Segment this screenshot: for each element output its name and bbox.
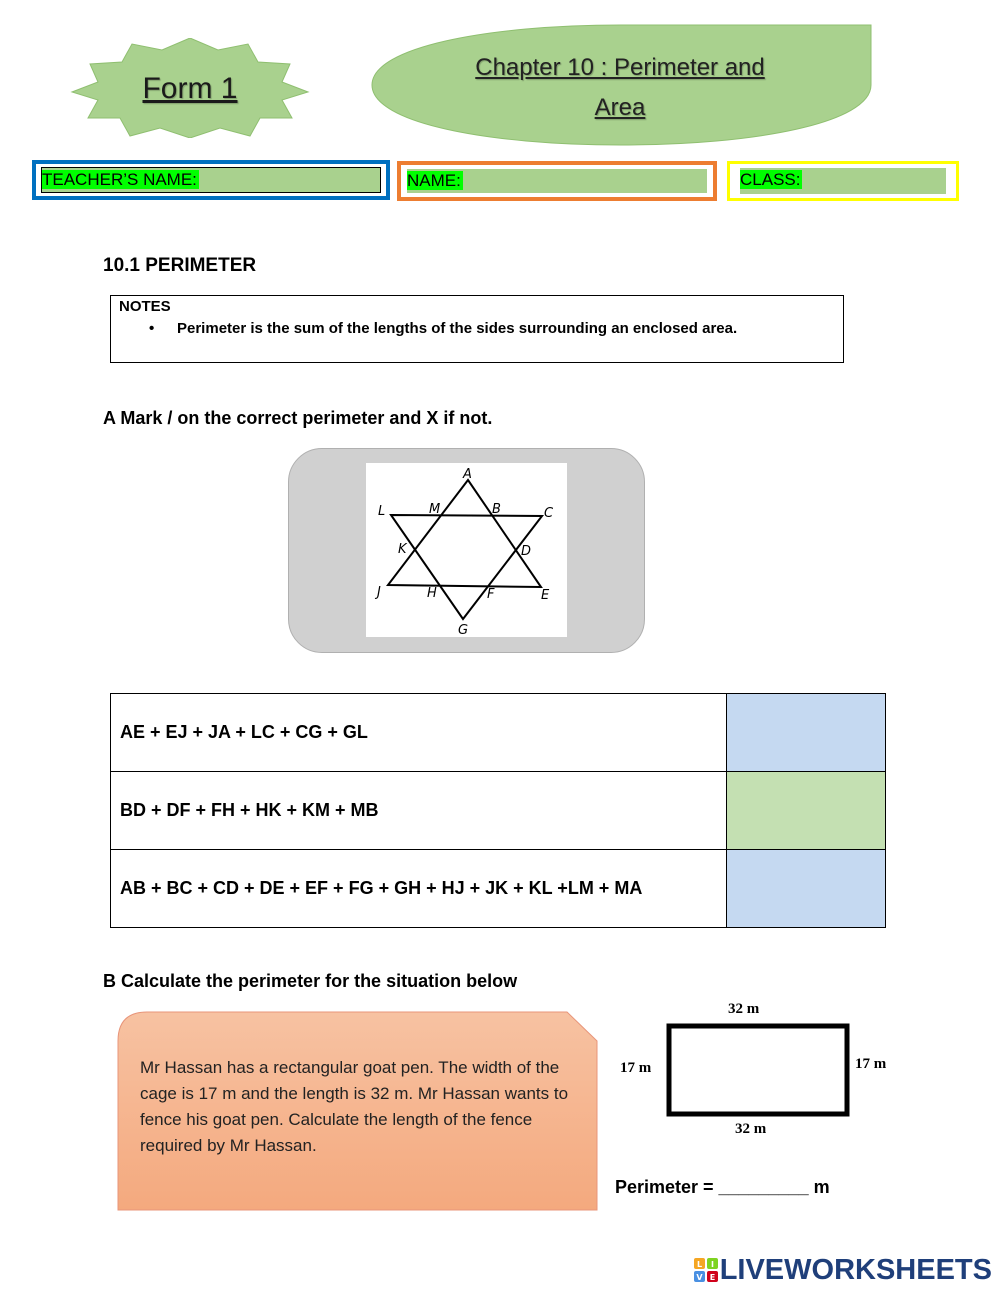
chapter-title xyxy=(440,48,800,128)
expression-cell: AB + BC + CD + DE + EF + FG + GH + HJ + JK + KL +LM + MA xyxy=(111,850,727,928)
dimension-bottom: 32 m xyxy=(735,1121,767,1137)
answer-cell[interactable] xyxy=(727,850,886,928)
dimension-left: 17 m xyxy=(620,1060,652,1076)
problem-text: Mr Hassan has a rectangular goat pen. The width of the cage is 17 m and the length is 32 m. Mr Hassan wants to fence his goat pen. Calculate the length of the fence required by Mr Hassan. xyxy=(140,1058,569,1155)
upward-triangle xyxy=(388,480,541,587)
label-l: L xyxy=(378,504,386,519)
liveworksheets-brand xyxy=(694,1252,992,1288)
notes-text: Perimeter is the sum of the lengths of the sides surrounding an enclosed area. xyxy=(177,320,738,337)
notes-heading: NOTES xyxy=(119,298,171,315)
part-a-instruction: A Mark / on the correct perimeter and X if not. xyxy=(103,408,493,428)
notes-box xyxy=(110,295,844,363)
class-input[interactable] xyxy=(740,168,946,194)
label-d: D xyxy=(521,544,532,559)
label-f: F xyxy=(487,587,495,602)
label-k: K xyxy=(398,542,407,557)
downward-triangle xyxy=(391,515,542,619)
brand-name: LIVEWORKSHEETS xyxy=(719,1253,992,1286)
perimeter-answer-table xyxy=(110,693,886,928)
chapter-title-line1: Chapter 10 : Perimeter and xyxy=(475,54,765,81)
class-label: CLASS: xyxy=(740,170,801,189)
class-field[interactable] xyxy=(727,161,959,201)
answer-cell[interactable] xyxy=(727,772,886,850)
teacher-name-label: TEACHER’S NAME: xyxy=(42,170,197,189)
teacher-name-field[interactable] xyxy=(32,160,390,200)
label-j: J xyxy=(377,585,381,600)
form-title: Form 1 xyxy=(142,72,238,105)
chapter-title-line2: Area xyxy=(594,94,646,121)
teacher-name-input[interactable] xyxy=(42,168,380,192)
table-row xyxy=(111,850,886,928)
label-b: B xyxy=(492,502,501,517)
section-heading: 10.1 PERIMETER xyxy=(103,255,257,276)
student-name-label: NAME: xyxy=(407,171,461,190)
label-h: H xyxy=(427,586,437,601)
logo-letter-e: E xyxy=(709,1273,715,1282)
logo-letter-i: I xyxy=(710,1260,714,1269)
label-c: C xyxy=(544,506,554,521)
notes-bullet: • xyxy=(149,320,155,337)
expression-cell: AE + EJ + JA + LC + CG + GL xyxy=(111,694,727,772)
label-g: G xyxy=(458,623,469,637)
star-of-david-figure xyxy=(366,463,567,637)
label-e: E xyxy=(541,588,550,603)
liveworksheets-logo-icon xyxy=(694,1258,718,1282)
dimension-right: 17 m xyxy=(855,1056,887,1072)
student-name-field[interactable] xyxy=(397,161,717,201)
label-a: A xyxy=(463,467,472,482)
perimeter-answer-line[interactable]: Perimeter = _________ m xyxy=(615,1177,830,1197)
part-b-instruction: B Calculate the perimeter for the situation below xyxy=(103,971,518,991)
table-row xyxy=(111,694,886,772)
expression-cell: BD + DF + FH + HK + KM + MB xyxy=(111,772,727,850)
label-m: M xyxy=(429,502,441,517)
answer-cell[interactable] xyxy=(727,694,886,772)
logo-letter-l: L xyxy=(696,1260,702,1269)
table-row xyxy=(111,772,886,850)
student-name-input[interactable] xyxy=(407,169,707,193)
logo-letter-v: V xyxy=(696,1273,703,1282)
dimension-top: 32 m xyxy=(728,1001,760,1017)
